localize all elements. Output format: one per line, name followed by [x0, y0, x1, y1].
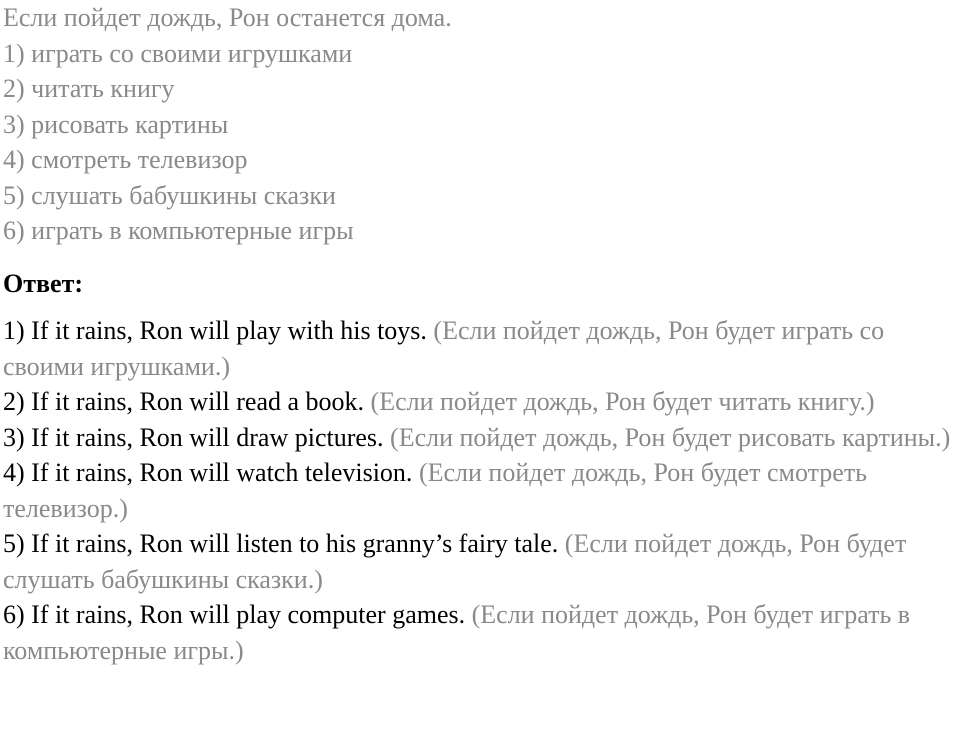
answer-item-3	[3, 420, 958, 456]
answer-item-6	[3, 597, 958, 668]
answer-english-2: 2) If it rains, Ron will read a book.	[3, 387, 365, 416]
answer-russian-5: (Если пойдет дождь, Рон будет слушать бабушкины сказки.)	[3, 529, 907, 594]
answer-item-1	[3, 313, 958, 384]
task-item-1: 1) играть со своими игрушками	[3, 38, 353, 68]
task-item-5: 5) слушать бабушкины сказки	[3, 180, 336, 210]
answer-english-5: 5) If it rains, Ron will listen to his granny’s fairy tale.	[3, 529, 559, 558]
task-item-3: 3) рисовать картины	[3, 109, 229, 139]
answer-english-1: 1) If it rains, Ron will play with his toys.	[3, 316, 427, 345]
answer-item-4	[3, 455, 958, 526]
answer-russian-1: (Если пойдет дождь, Рон будет играть со своими игрушками.)	[3, 316, 885, 381]
task-item-2: 2) читать книгу	[3, 74, 175, 103]
answer-russian-3: (Если пойдет дождь, Рон будет рисовать картины.)	[390, 422, 951, 452]
task-section	[3, 0, 960, 249]
answer-english-4: 4) If it rains, Ron will watch television.	[3, 458, 413, 487]
answer-english-6: 6) If it rains, Ron will play computer games.	[3, 600, 466, 629]
task-intro: Если пойдет дождь, Рон останется дома.	[3, 3, 452, 32]
task-item-6: 6) играть в компьютерные игры	[3, 216, 354, 245]
task-item-4: 4) смотреть телевизор	[3, 145, 248, 174]
answer-item-5	[3, 526, 958, 597]
answer-russian-6: (Если пойдет дождь, Рон будет играть в компьютерные игры.)	[3, 600, 911, 665]
answer-item-2	[3, 384, 958, 420]
answer-russian-2: (Если пойдет дождь, Рон будет читать книгу.)	[370, 387, 875, 416]
answer-english-3: 3) If it rains, Ron will draw pictures.	[3, 422, 384, 452]
answer-russian-4: (Если пойдет дождь, Рон будет смотреть телевизор.)	[3, 458, 868, 523]
answer-heading: Ответ:	[3, 268, 84, 298]
answer-section	[3, 313, 960, 668]
